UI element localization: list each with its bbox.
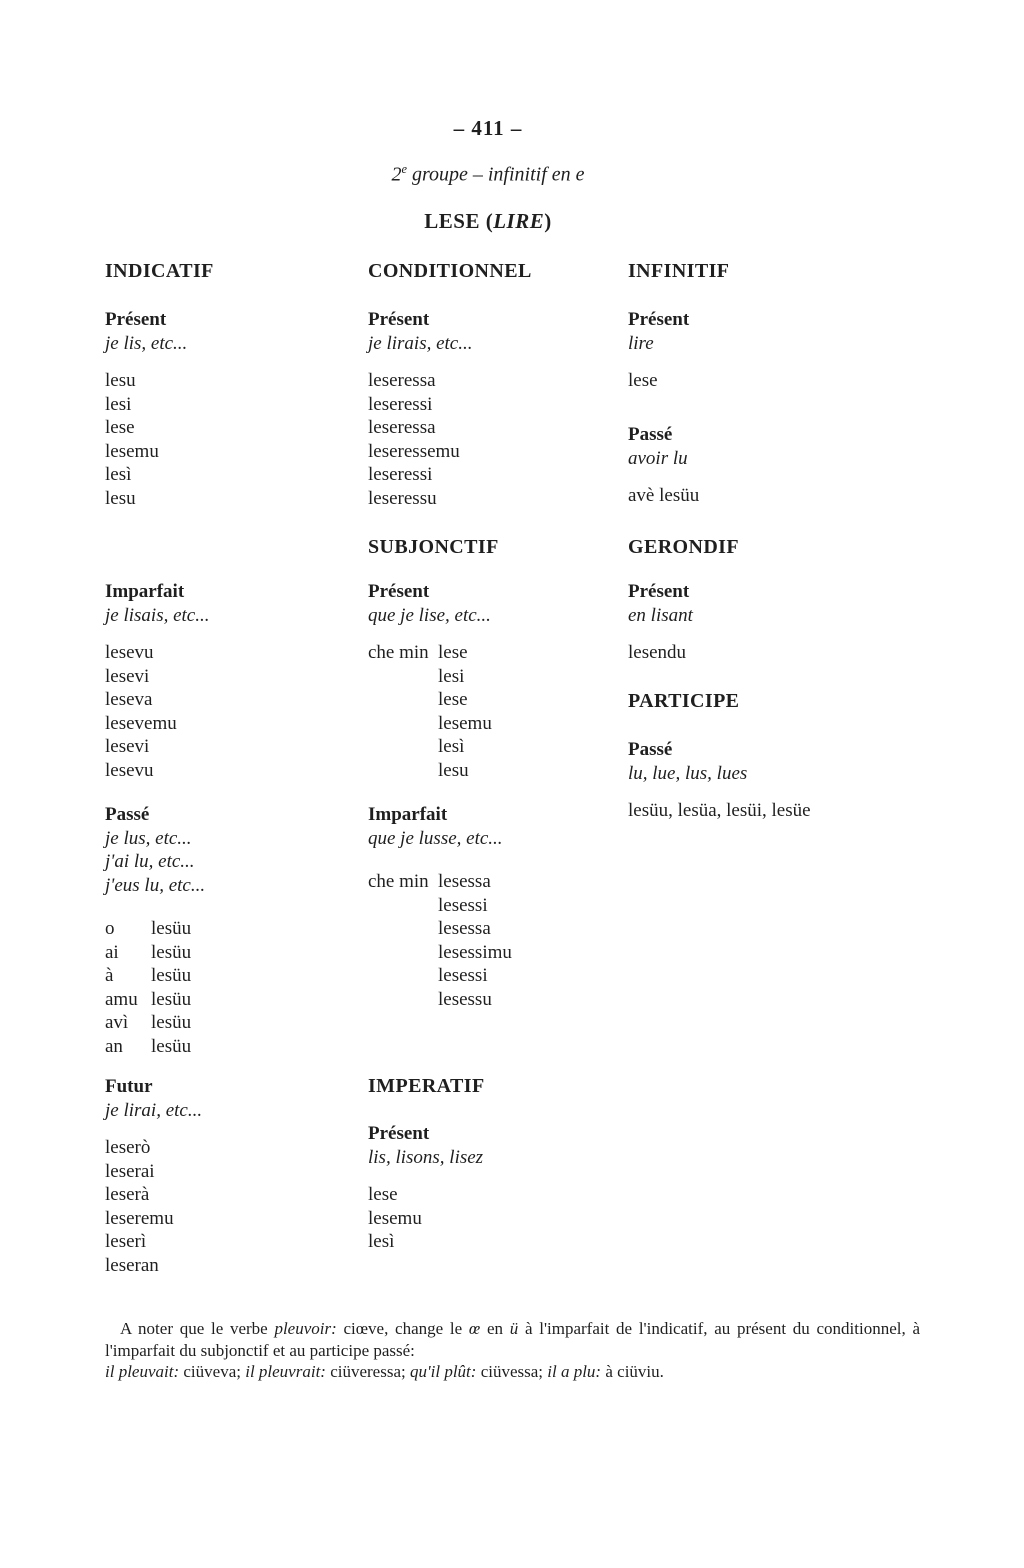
section-header-gerondif: GERONDIF [628,536,739,558]
verb-form: leserà [105,1184,150,1205]
verb-form: leseressa [368,417,436,438]
subjonctif-present-block [368,580,492,782]
verb-form: lesessu [438,988,492,1010]
verb-form: lesemu [438,712,492,734]
verb-form: lesevi [105,736,150,757]
verb-form: lesevu [105,759,154,781]
tense-label: Passé [105,804,150,825]
verb-form: lesì [368,1231,395,1252]
french-gloss: lire [628,332,654,354]
gerondif-present-block [628,580,693,665]
verb-form: che min lese [368,642,468,663]
verb-form: leseremu [105,1207,174,1229]
verb-form-compound: o lesüu [105,918,192,939]
verb-form: leseressemu [368,440,460,462]
verb-form: lesessa [438,918,491,939]
participe-passe-block [628,738,811,823]
section-header-participe: PARTICIPE [628,690,740,712]
tense-label: Présent [628,581,690,602]
french-gloss: je lirai, etc... [105,1099,203,1121]
french-gloss: en lisant [628,604,693,626]
conditionnel-present-block [368,308,472,510]
french-gloss: je lisais, etc... [105,604,210,626]
verb-form: lesì [105,464,132,485]
verb-form: lesessi [438,894,488,916]
verb-form: lesu [438,759,469,781]
french-gloss: lis, lisons, lisez [368,1146,484,1168]
section-header-indicatif: INDICATIF [105,260,214,282]
infinitif-passe-block [628,423,699,508]
french-gloss: lu, lue, lus, lues [628,762,748,784]
french-gloss: j'eus lu, etc... [105,874,206,896]
verb-form: lesi [105,393,132,415]
verb-form-compound: ai lesüu [105,941,192,963]
verb-form: lesüu, lesüa, lesüi, lesüe [628,800,811,821]
conjunction-intro: che min [368,871,429,892]
verb-form: lesemu [368,1207,422,1229]
infinitif-present-block [628,308,689,393]
footnote-examples: il pleuvait: ciüveva; il pleuvrait: ciüveressa; qu'il plût: ciüvessa; il a plu: à ciüviu. [105,1362,664,1381]
section-header-infinitif: INFINITIF [628,260,730,282]
verb-form: lesevi [105,665,150,687]
footnote [105,1318,920,1383]
verb-form: leserai [105,1160,155,1182]
verb-form: lesessimu [438,941,512,963]
verb-form: avè lesüu [628,485,700,506]
tense-label: Passé [628,424,673,445]
tense-label: Présent [368,1123,430,1144]
verb-form: lesì [438,736,465,757]
french-gloss: je lis, etc... [105,332,188,354]
verb-form-compound: amu lesüu [105,988,192,1010]
french-gloss: avoir lu [628,447,688,469]
tense-label: Futur [105,1076,153,1097]
footnote-paragraph: A noter que le verbe pleuvoir: ciœve, change le œ en ü à l'imparfait de l'indicatif, au présent du conditionnel, à l'imparfait du subjonctif et au participe passé: [105,1319,921,1360]
french-gloss: j'ai lu, etc... [105,851,195,872]
verb-form: lese [438,689,468,710]
verb-form: lesessi [438,965,488,986]
verb-form: lesi [438,665,465,687]
verb-form-compound: avì lesüu [105,1012,192,1033]
verb-form: leserì [105,1231,147,1252]
section-header-subjonctif: SUBJONCTIF [368,536,499,558]
verb-form-compound: à lesüu [105,965,192,986]
verb-form: leseran [105,1254,159,1276]
tense-label: Présent [628,309,690,330]
verb-form: che min lesessa [368,871,491,892]
verb-form: lesu [105,370,136,391]
verb-form: leseva [105,689,153,710]
page-number: – 411 – [453,116,523,140]
tense-label: Passé [628,739,673,760]
subjonctif-imparfait-block [368,803,512,1011]
verb-form: leseressa [368,370,436,391]
verb-form: leserò [105,1137,151,1158]
tense-label: Imparfait [368,804,448,825]
verb-form: lese [368,1184,398,1205]
tense-label: Présent [368,309,430,330]
group-subtitle: 2e groupe – infinitif en e [391,162,585,186]
french-gloss: que je lusse, etc... [368,827,503,849]
indicatif-present-block [105,308,187,510]
indicatif-passe-block [105,803,205,1058]
tense-label: Présent [105,309,167,330]
indicatif-futur-block [105,1075,202,1277]
verb-form: leseressi [368,393,433,415]
indicatif-imparfait-block [105,580,209,782]
verb-form: lesevu [105,642,154,663]
section-header-conditionnel: CONDITIONNEL [368,260,532,282]
verb-form: lesu [105,487,136,509]
conjunction-intro: che min [368,642,429,663]
french-gloss: je lirais, etc... [368,332,473,354]
verb-form: lese [628,370,658,391]
verb-form: leseressu [368,487,437,509]
imperatif-present-block [368,1122,483,1254]
verb-form-compound: an lesüu [105,1035,192,1057]
verb-title: LESE (LIRE) [424,209,552,233]
verb-form: lesendu [628,642,687,663]
tense-label: Présent [368,581,430,602]
verb-form: lesevemu [105,712,177,734]
verb-form: lesemu [105,440,159,462]
tense-label: Imparfait [105,581,185,602]
french-gloss: que je lise, etc... [368,604,491,626]
verb-form: leseressi [368,464,433,485]
section-header-imperatif: IMPERATIF [368,1075,485,1097]
verb-form: lese [105,417,135,438]
french-gloss: je lus, etc... [105,827,192,849]
